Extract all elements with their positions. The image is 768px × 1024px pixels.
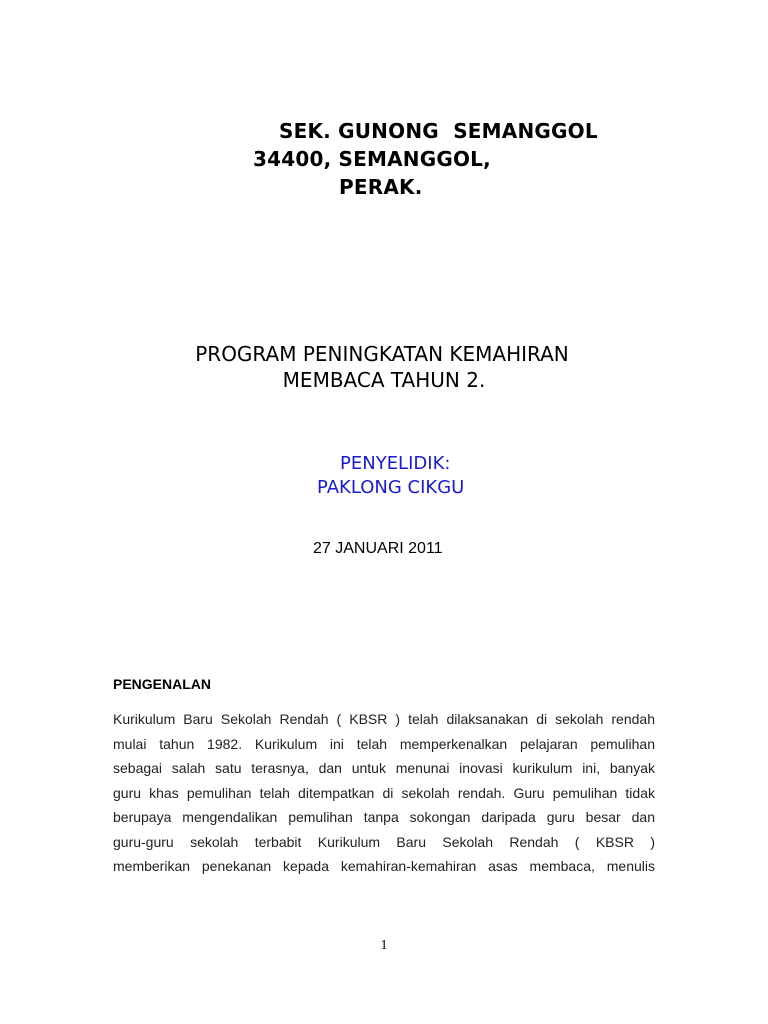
page-number: 1 bbox=[380, 938, 388, 953]
school-name: SEK. GUNONG SEMANGGOL bbox=[279, 119, 598, 143]
body-line-2: mulai tahun 1982. Kurikulum ini telah memperkenalkan pelajaran pemulihan bbox=[113, 735, 655, 752]
program-title-line1: PROGRAM PENINGKATAN KEMAHIRAN bbox=[195, 342, 569, 366]
school-postcode-town: 34400, SEMANGGOL, bbox=[253, 147, 491, 171]
researcher-name: PAKLONG CIKGU bbox=[317, 477, 465, 498]
section-heading: PENGENALAN bbox=[113, 676, 212, 692]
body-line-5: berupaya mengendalikan pemulihan tanpa sokongan daripada guru besar dan bbox=[113, 809, 655, 825]
body-line-1: Kurikulum Baru Sekolah Rendah ( KBSR ) telah dilaksanakan di sekolah rendah bbox=[113, 711, 655, 727]
program-title-line2: MEMBACA TAHUN 2. bbox=[282, 368, 486, 392]
document-date: 27 JANUARI 2011 bbox=[313, 540, 443, 557]
researcher-label: PENYELIDIK: bbox=[340, 453, 451, 474]
body-line-7: memberikan penekanan kepada kemahiran-kemahiran asas membaca, menulis bbox=[113, 858, 655, 874]
section-body bbox=[113, 707, 655, 879]
body-line-3: sebagai salah satu terasnya, dan untuk menunai inovasi kurikulum ini, banyak bbox=[113, 760, 655, 776]
body-line-4: guru khas pemulihan telah ditempatkan di sekolah rendah. Guru pemulihan tidak bbox=[113, 784, 655, 801]
school-state: PERAK. bbox=[339, 175, 423, 199]
body-line-6: guru-guru sekolah terbabit Kurikulum Baru Sekolah Rendah ( KBSR ) bbox=[113, 833, 655, 850]
